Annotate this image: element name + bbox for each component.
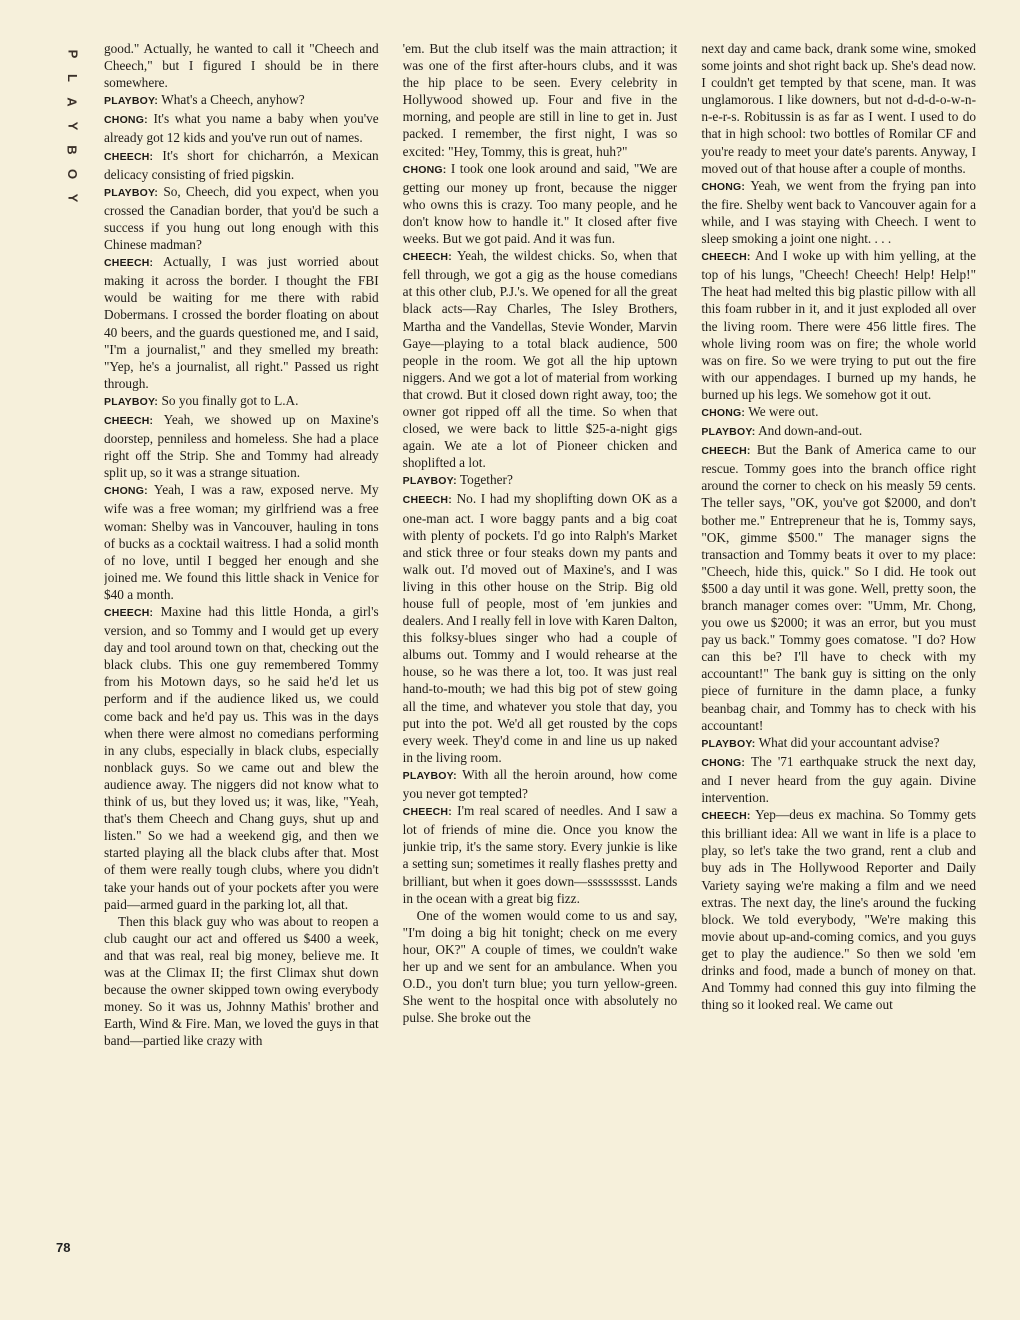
paragraph	[701, 753, 976, 806]
paragraph	[403, 907, 678, 1027]
paragraph	[104, 392, 379, 411]
speaker-label: CHONG:	[701, 180, 746, 193]
paragraph-text: What's a Cheech, anyhow?	[161, 92, 305, 108]
magazine-spine-label	[62, 42, 82, 210]
speaker-label: CHEECH:	[402, 251, 452, 264]
paragraph	[403, 802, 678, 907]
paragraph	[403, 471, 678, 490]
speaker-label: CHEECH:	[104, 607, 154, 619]
speaker-label: PLAYBOY:	[701, 737, 756, 750]
paragraph-text: We were out.	[748, 403, 819, 419]
paragraph-text: So, Cheech, did you expect, when you crossed the Canadian border, that you'd be such a success if you hung out long enough with this Chinese madman?	[104, 183, 379, 253]
column-1	[104, 40, 379, 1300]
paragraph-text: It's short for chicharrón, a Mexican delicacy consisting of fried pigskin.	[104, 147, 379, 182]
paragraph	[104, 110, 379, 146]
paragraph-text: I'm real scared of needles. And I saw a lot of friends of mine die. Once you know the junkie trip, it's the same story. Every junkie is like a setting sun; sometimes it really flashes pretty and brilliant, but when it goes down—ssssssssst. Lands in the ocean with a great big fizz.	[402, 803, 678, 906]
paragraph	[403, 247, 678, 471]
paragraph-text: So you finally got to L.A.	[161, 392, 299, 408]
paragraph-text: Yeah, the wildest chicks. So, when that fell through, we got a gig as the house comedians at this other club, P.J.'s. We opened for all the great black acts—Ray Charles, The Isley Brothers, Martha and the Vandellas, Stevie Wonder, Marvin Gaye—playing to a total black audience, 500 people in the room. We got all the hip uptown niggers. And we got a lot of material from working that crowd. But it closed down right away, too; the owner got ripped off all the time. So when that closed, we were back to little $25-a-night gigs again. We ate a lot of Pioneer chicken and shoplifted a lot.	[402, 248, 678, 471]
paragraph	[701, 177, 976, 247]
speaker-label: CHEECH:	[104, 257, 154, 270]
page-number: 78	[56, 1240, 71, 1255]
speaker-label: CHEECH:	[402, 494, 452, 507]
speaker-label: PLAYBOY:	[104, 95, 159, 108]
speaker-label: CHONG:	[104, 114, 148, 127]
speaker-label: CHEECH:	[701, 810, 751, 823]
paragraph	[701, 247, 976, 403]
speaker-label: CHEECH:	[104, 150, 154, 163]
paragraph-text: One of the women would come to us and say, "I'm doing a big hit tonight; check on me every hour, OK?" A couple of times, we couldn't wake her up and we sent for an ambulance. When you O.D., you don't turn blue; you turn yellow-green. She went to the hospital once with absolutely no pulse. She broke out the	[402, 907, 678, 1026]
paragraph	[104, 913, 379, 1050]
speaker-label: PLAYBOY:	[701, 426, 756, 439]
paragraph	[701, 40, 976, 177]
speaker-label: CHONG:	[104, 485, 148, 498]
speaker-label: PLAYBOY:	[402, 769, 457, 782]
paragraph	[104, 147, 379, 183]
paragraph	[701, 806, 976, 1013]
spine-letter: L	[64, 74, 80, 82]
paragraph	[701, 422, 976, 441]
spine-letter: O	[65, 168, 80, 180]
paragraph-text: Then this black guy who was about to reopen a club caught our act and offered us $400 a week, and that was real, real big money, believe me. It was at the Climax II; the first Climax shut down because the owner skipped town owing everybody money. So it was us, Johnny Mathis' brother and Earth, Wind & Fire. Man, we loved the guys in that band—partied like crazy with	[104, 913, 379, 1049]
paragraph-text: Actually, I was just worried about making it across the border. I thought the FBI would be waiting for me there with rabid Dobermans. I crossed the border floating on about 40 beers, and the guards questioned me, and I said, "I'm a journalist," and they smelled my breath: "Yep, he's a journalist, all right." Passed us right through.	[104, 254, 379, 391]
paragraph-text: And I woke up with him yelling, at the top of his lungs, "Cheech! Cheech! Help! Help!" The heat had melted this big plastic pillow with all this foam rubber in it, and it just exploded all over the living room. There were 456 little fires. The whole living room was on fire; the whole world was on fire. So we were trying to put out the fire with our appendages. I burned up my hands, he burned up his legs. We somehow got it out.	[701, 248, 977, 402]
paragraph-text: The '71 earthquake struck the next day, and I never heard from the guy again. Divine intervention.	[701, 753, 977, 806]
paragraph-text: Yeah, we showed up on Maxine's doorstep, penniless and homeless. She had a place right off the Strip. She and Tommy had already split up, so it was a strange situation.	[104, 411, 379, 481]
spine-letter: B	[64, 145, 80, 155]
paragraph	[403, 160, 678, 247]
paragraph	[403, 766, 678, 802]
spine-letter: A	[64, 97, 80, 107]
speaker-label: CHEECH:	[701, 251, 751, 264]
spine-letter: P	[64, 49, 80, 59]
spine-letter: Y	[64, 193, 80, 203]
column-3	[701, 40, 976, 1300]
speaker-label: CHEECH:	[701, 445, 751, 458]
paragraph-text: 'em. But the club itself was the main attraction; it was one of the first after-hours clubs, and it was the hip place to be seen. Every celebrity in Hollywood showed up. Four and five in the morning, and people are still in line to get in. Just packed. I remember, the first night, I was so excited: "Hey, Tommy, this is great, huh?"	[402, 41, 678, 159]
paragraph	[104, 40, 379, 91]
paragraph-text: What did your accountant advise?	[758, 734, 940, 750]
paragraph	[104, 411, 379, 481]
speaker-label: PLAYBOY:	[104, 395, 159, 408]
paragraph	[701, 441, 976, 734]
speaker-label: PLAYBOY:	[402, 475, 457, 488]
paragraph	[403, 490, 678, 766]
speaker-label: CHONG:	[701, 406, 746, 419]
paragraph-text: With all the heroin around, how come you never got tempted?	[402, 766, 678, 802]
article-body	[104, 40, 976, 1300]
spine-letter: Y	[64, 121, 80, 131]
paragraph	[104, 603, 379, 913]
speaker-label: CHONG:	[402, 163, 447, 176]
speaker-label: CHEECH:	[104, 414, 154, 427]
speaker-label: CHEECH:	[402, 806, 452, 819]
speaker-label: PLAYBOY:	[104, 186, 159, 199]
column-2	[403, 40, 678, 1300]
paragraph	[701, 403, 976, 422]
paragraph	[403, 40, 678, 160]
paragraph-text: good." Actually, he wanted to call it "Cheech and Cheech," but I figured I should be in there somewhere.	[104, 41, 379, 91]
paragraph-text: It's what you name a baby when you've already got 12 kids and you've run out of names.	[104, 111, 379, 146]
paragraph-text: And down-and-out.	[758, 423, 863, 439]
paragraph	[104, 253, 379, 392]
paragraph-text: Yeah, I was a raw, exposed nerve. My wife was a free woman; my girlfriend was a free woman: Shelby was in Vancouver, hauling in tons of bucks as a cocktail waitress. I had a solid month of no love, until I begged her enough and she joined me. We found this little shack in Venice for $40 a month.	[104, 482, 379, 602]
paragraph-text: I took one look around and said, "We are getting our money up front, because the nigger who owns this is crazy. Too many people, and he don't know how to handle it." It closed after five weeks. But we got paid. And it was fun.	[402, 160, 678, 247]
paragraph-text: But the Bank of America came to our rescue. Tommy goes into the branch office right around the corner to check on his measly 59 cents. The teller says, "OK, you've got $2000, and don't bother me." Entrepreneur that he is, Tommy says, "OK, gimme $500." The manager signs the transaction and Tommy beats it over to my place: "Cheech, hide this, quick." So I did. He took out $500 a day until it was gone. Well, pretty soon, the branch manager comes over: "Umm, Mr. Chong, you owe us $2000; it was an error, but you must pay us back." Tommy goes comatose. "I do? How can this be? I'll have to check with my accountant!" The bank guy is sitting on the only piece of furniture in the damn place, a funky beanbag chair, and Tommy has to check with his accountant!	[701, 442, 977, 733]
paragraph-text: next day and came back, drank some wine, smoked some joints and shot right back up. She's dead now. I couldn't get tempted by that scene, man. It was unglamorous. I like downers, but not d-d-d-o-w-n-n-e-r-s. Robitussin is as far as I went. I used to do that in high school: two bottles of Romilar CF and you're ready to meet your date's parents. Anyway, I moved out of that house after a couple of months.	[701, 41, 977, 176]
paragraph-text: Yep—deus ex machina. So Tommy gets this brilliant idea: All we want in life is a place to play, so let's take the two grand, rent a club and buy ads in The Hollywood Reporter and Daily Variety saying we're making a film and we need extras. The next day, the line's around the fucking block. We told everybody, "We're making this movie about up-and-coming comics, and you guys get to play the audience." So then we sold 'em drinks and food, made a bunch of money on that. And Tommy had conned this guy into filming the thing so it looked real. We came out	[701, 807, 977, 1013]
paragraph	[104, 91, 379, 110]
paragraph-text: No. I had my shoplifting down OK as a one-man act. I wore baggy pants and a big coat with plenty of pockets. I'd go into Ralph's Market and stick three or four steaks down my pants and walk out. I'd moved out of Maxine's, and I was living in this other house on the Strip. Big old house full of people, most of 'em junkies and dealers. And I really fell in love with Karen Dalton, this folksy-blues singer who had a couple of albums out. Tommy and I would rehearse at the house, so he was there a lot, too. It was just real hand-to-mouth; we had this big pot of stew going all the time, and whatever you stole that day, you put into the pot. We'd all get rousted by the cops every week. They'd come in and line us up naked in the living room.	[402, 491, 678, 765]
paragraph	[104, 481, 379, 603]
paragraph-text: Yeah, we went from the frying pan into the fire. Shelby went back to Vancouver again for a while, and I was staying with Cheech. I went to sleep smoking a joint one night. . . .	[701, 177, 977, 247]
paragraph-text: Together?	[459, 472, 513, 488]
paragraph	[104, 183, 379, 253]
paragraph-text: Maxine had this little Honda, a girl's version, and so Tommy and I would get up every day and tool around town on that, checking out the black clubs. This one guy remembered Tommy from his Motown days, so he said he'd let us perform and if the audience liked us, we could come back and he'd pay us. This was in the days when there were almost no comedians performing in any clubs, especially in black clubs, especially nonblack guys. So we came out and blew the audience away. The niggers did not know what to think of us, but they loved us; it was, like, "Yeah, that's them Cheech and Chang guys, shut up and listen." So we had a weekend gig, and then we started playing all the black clubs after that. Most of them were really tough clubs, where you didn't take your hands out of your pockets after you were paid—armed guard in the parking lot, all that.	[104, 604, 379, 912]
paragraph	[701, 734, 976, 753]
speaker-label: CHONG:	[701, 756, 746, 769]
